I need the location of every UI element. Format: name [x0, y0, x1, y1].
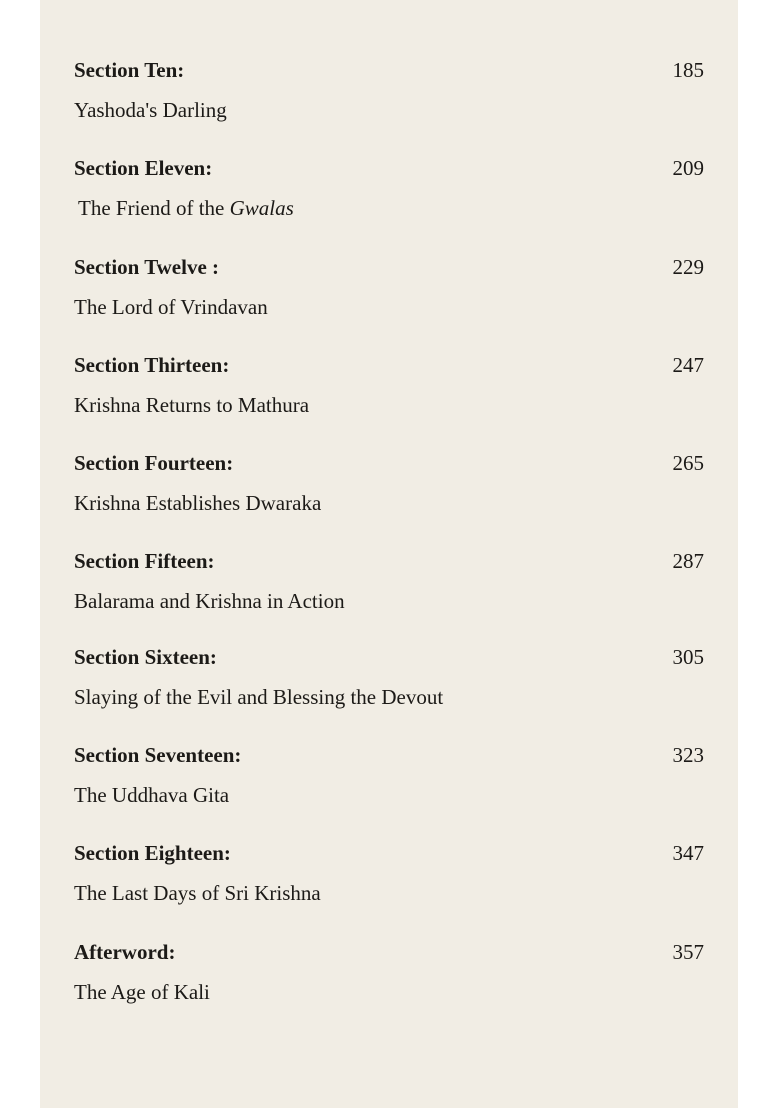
entry-title: Krishna Establishes Dwaraka [74, 491, 322, 515]
toc-entry-section-thirteen [74, 353, 704, 443]
entry-page-number: 357 [672, 940, 704, 964]
toc-entry-section-sixteen [74, 645, 704, 735]
book-page [40, 0, 738, 1108]
toc-entry-section-ten [74, 58, 704, 148]
entry-page-number: 323 [672, 743, 704, 767]
entry-heading: Section Eleven: [74, 156, 213, 180]
toc-entry-section-eleven [74, 156, 704, 246]
entry-page-number: 265 [672, 451, 704, 475]
entry-heading: Section Seventeen: [74, 743, 242, 767]
entry-heading: Section Fourteen: [74, 451, 234, 475]
entry-page-number: 305 [672, 645, 704, 669]
entry-heading: Section Fifteen: [74, 549, 215, 573]
entry-page-number: 347 [672, 841, 704, 865]
entry-title: The Uddhava Gita [74, 783, 230, 807]
toc-entry-afterword [74, 940, 704, 1030]
entry-heading: Section Eighteen: [74, 841, 231, 865]
entry-title: The Age of Kali [74, 980, 210, 1004]
entry-title: Balarama and Krishna in Action [74, 589, 345, 613]
entry-title: Slaying of the Evil and Blessing the Devout [74, 685, 444, 709]
entry-title [78, 196, 294, 221]
entry-title-italic: Gwalas [229, 196, 294, 220]
entry-page-number: 185 [672, 58, 704, 82]
entry-heading: Section Sixteen: [74, 645, 217, 669]
entry-title: The Last Days of Sri Krishna [74, 881, 321, 905]
toc-entry-section-fourteen [74, 451, 704, 541]
entry-heading: Section Twelve : [74, 255, 220, 279]
entry-title: Krishna Returns to Mathura [74, 393, 310, 417]
entry-heading: Afterword: [74, 940, 176, 964]
entry-page-number: 247 [672, 353, 704, 377]
entry-page-number: 209 [672, 156, 704, 180]
entry-heading: Section Thirteen: [74, 353, 230, 377]
entry-page-number: 287 [672, 549, 704, 573]
toc-entry-section-eighteen [74, 841, 704, 931]
entry-title: The Lord of Vrindavan [74, 295, 268, 319]
entry-title: Yashoda's Darling [74, 98, 227, 122]
toc-entry-section-seventeen [74, 743, 704, 833]
toc-entry-section-fifteen [74, 549, 704, 639]
entry-heading: Section Ten: [74, 58, 185, 82]
entry-title-plain: The Friend of the [78, 196, 230, 220]
toc-entry-section-twelve [74, 255, 704, 345]
entry-page-number: 229 [672, 255, 704, 279]
